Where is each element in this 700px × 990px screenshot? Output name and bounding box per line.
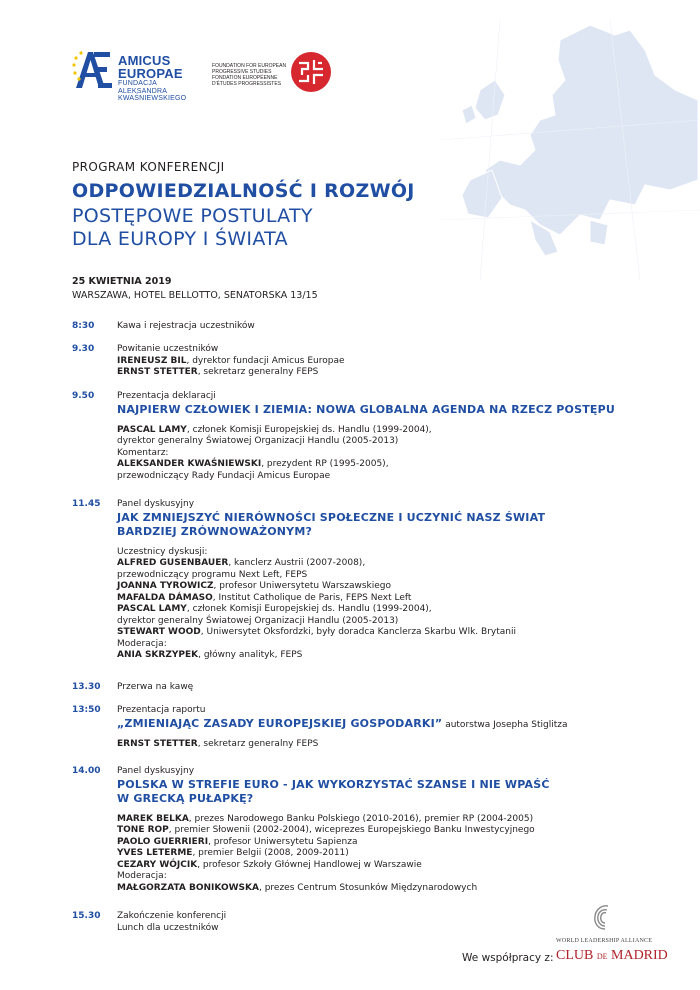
speaker-line: [117, 837, 637, 849]
speaker-role: , premier Belgii (2008, 2009-2011): [192, 848, 349, 858]
speaker-role: , profesor Uniwersytetu Warszawskiego: [213, 581, 391, 591]
speaker-role-cont: dyrektor generalny Światowej Organizacji Handlu (2005-2013): [117, 615, 399, 626]
session-title-cont: W GRECKĄ PUŁAPKĘ?: [117, 791, 254, 805]
speaker-role: , członek Komisji Europejskiej ds. Handlu (1999-2004),: [186, 424, 432, 435]
club-word: CLUB: [556, 948, 594, 963]
speaker-role: , kanclerz Austrii (2007-2008),: [228, 558, 366, 568]
speaker-role: , prezydent RP (1995-2005),: [261, 459, 389, 469]
event-place: WARSZAWA, HOTEL BELLOTTO, SENATORSKA 13/15: [72, 290, 318, 301]
event-date: 25 KWIETNIA 2019: [72, 276, 172, 287]
speaker-name: MAŁGORZATA BONIKOWSKA: [117, 882, 259, 893]
speaker-name: ANIA SKRZYPEK: [117, 650, 199, 660]
agenda-text: Moderacja:: [117, 871, 167, 881]
agenda-text: Komentarz:: [117, 447, 169, 458]
speaker-line: [117, 604, 637, 616]
speaker-name: MAFALDA DÁMASO: [117, 592, 213, 603]
speaker-role-cont: przewodniczący Rady Fundacji Amicus Europae: [117, 470, 331, 481]
speaker-role: , Uniwersytet Oksfordzki, były doradca Kanclerza Skarbu Wlk. Brytanii: [200, 627, 516, 637]
speaker-role-cont: przewodniczący programu Next Left, FEPS: [117, 569, 308, 580]
speaker-name: PAOLO GUERRIERI: [117, 836, 209, 847]
title-line1: ODPOWIEDZIALNOŚĆ I ROZWÓJ: [72, 180, 415, 202]
speaker-line: [117, 593, 637, 605]
speaker-line: [117, 860, 637, 872]
agenda-text: Lunch dla uczestników: [117, 922, 219, 933]
speaker-role: , członek Komisji Europejskiej ds. Handlu (1999-2004),: [186, 604, 432, 614]
speaker-name: MAREK BELKA: [117, 813, 189, 824]
session-title: JAK ZMNIEJSZYĆ NIERÓWNOŚCI SPOŁECZNE I UCZYNIĆ NASZ ŚWIAT: [117, 510, 546, 524]
speaker-line: [117, 739, 637, 751]
speaker-role: , profesor Uniwersytetu Sapienza: [208, 836, 358, 847]
club-de-madrid-text: [556, 948, 668, 964]
agenda-time: 11.45: [72, 499, 101, 509]
speaker-role: , Institut Catholique de Paris, FEPS Next Left: [212, 592, 412, 603]
amicus-line2: EUROPAE: [118, 66, 183, 81]
feps-line3: FONDATION EUROPÉENNE: [212, 75, 278, 81]
amicus-line4: ALEKSANDRA: [118, 87, 168, 95]
speaker-name: TONE ROP: [117, 825, 169, 835]
madrid-word: MADRID: [611, 948, 668, 963]
speaker-role: , prezes Narodowego Banku Polskiego (2010-2016), premier RP (2004-2005): [188, 813, 534, 824]
speaker-name: IRENEUSZ BIL: [117, 355, 187, 366]
speaker-name: ALEKSANDER KWAŚNIEWSKI: [117, 459, 262, 469]
agenda-text: Panel dyskusyjny: [117, 766, 195, 776]
agenda-text: Prezentacja raportu: [117, 705, 206, 715]
feps-line2: PROGRESSIVE STUDIES: [212, 69, 272, 75]
speaker-role: , główny analityk, FEPS: [198, 650, 303, 660]
speaker-name: ERNST STETTER: [117, 367, 198, 377]
feps-emblem-icon: [290, 51, 332, 93]
speaker-line: [117, 367, 637, 379]
speaker-line: [117, 425, 637, 437]
session-title: POLSKA W STREFIE EURO - JAK WYKORZYSTAĆ SZANSE I NIE WPAŚĆ: [117, 777, 550, 791]
agenda-time: 9.30: [72, 344, 95, 354]
amicus-europae-emblem-icon: [72, 48, 116, 92]
agenda-text: Panel dyskusyjny: [117, 499, 195, 509]
speaker-name: JOANNA TYROWICZ: [117, 581, 214, 591]
speaker-line: [117, 558, 637, 570]
agenda-time: 14.00: [72, 766, 101, 776]
speaker-name: ERNST STETTER: [117, 739, 198, 749]
agenda-time: 13:50: [72, 705, 101, 715]
agenda-text: Zakończenie konferencji: [117, 911, 227, 921]
swirl-emblem-icon: [592, 902, 618, 932]
speaker-name: PASCAL LAMY: [117, 604, 187, 614]
speaker-role: , prezes Centrum Stosunków Międzynarodowych: [258, 882, 478, 893]
agenda-time: 8:30: [72, 321, 95, 331]
europe-map-background: [440, 20, 700, 280]
speaker-name: CEZARY WÓJCIK: [117, 859, 198, 870]
agenda-text: Kawa i rejestracja uczestników: [117, 321, 255, 331]
speaker-line: [117, 356, 637, 368]
title-line3: DLA EUROPY I ŚWIATA: [72, 228, 288, 250]
speaker-name: ALFRED GUSENBAUER: [117, 558, 229, 568]
speaker-line: [117, 459, 637, 471]
speaker-line: [117, 581, 637, 593]
feps-line4: D'ÉTUDES PROGRESSISTES: [212, 81, 282, 87]
cooperation-label: We współpracy z:: [462, 952, 554, 964]
agenda-text: Przerwa na kawę: [117, 682, 194, 692]
agenda-time: 15.30: [72, 911, 101, 921]
speaker-role: , dyrektor fundacji Amicus Europae: [186, 355, 345, 366]
speaker-name: YVES LETERME: [117, 848, 193, 858]
session-title: NAJPIERW CZŁOWIEK I ZIEMIA: NOWA GLOBALNA AGENDA NA RZECZ POSTĘPU: [117, 402, 616, 416]
speaker-role: , profesor Szkoły Głównej Handlowej w Warszawie: [197, 859, 422, 870]
speaker-role: , sekretarz generalny FEPS: [197, 367, 319, 377]
amicus-line1: AMICUS: [118, 53, 171, 68]
amicus-line3: FUNDACJA: [118, 80, 157, 87]
feps-line1: FOUNDATION FOR EUROPEAN: [212, 63, 287, 69]
session-title: „ZMIENIAJĄC ZASADY EUROPEJSKIEJ GOSPODARKI”: [117, 716, 443, 730]
agenda-time: 13.30: [72, 682, 101, 692]
speaker-name: STEWART WOOD: [117, 627, 201, 637]
speaker-line: [117, 627, 637, 639]
speaker-role: , premier Słowenii (2002-2004), wiceprezes Europejskiego Banku Inwestycyjnego: [168, 825, 535, 835]
speaker-line: [117, 825, 637, 837]
title-line2: POSTĘPOWE POSTULATY: [72, 205, 313, 227]
agenda-text: Moderacja:: [117, 638, 167, 649]
session-title-suffix: autorstwa Josepha Stiglitza: [442, 719, 568, 730]
program-label: PROGRAM KONFERENCJI: [72, 160, 225, 174]
speaker-line: [117, 883, 637, 895]
speaker-role-cont: dyrektor generalny Światowej Organizacji Handlu (2005-2013): [117, 436, 399, 446]
speaker-line: [117, 814, 637, 826]
agenda-text: Powitanie uczestników: [117, 344, 219, 354]
agenda-time: 9.50: [72, 391, 95, 401]
wla-text: WORLD LEADERSHIP ALLIANCE: [556, 938, 653, 944]
session-title-cont: BARDZIEJ ZRÓWNOWAŻONYM?: [117, 524, 313, 538]
speaker-line: [117, 848, 637, 860]
de-word: DE: [596, 952, 608, 961]
agenda-text: Prezentacja deklaracji: [117, 391, 216, 401]
amicus-line5: KWAŚNIEWSKIEGO: [118, 95, 187, 102]
speaker-role: , sekretarz generalny FEPS: [197, 739, 319, 749]
speaker-name: PASCAL LAMY: [117, 424, 187, 435]
speaker-line: [117, 650, 637, 662]
agenda-text: Uczestnicy dyskusji:: [117, 546, 208, 557]
